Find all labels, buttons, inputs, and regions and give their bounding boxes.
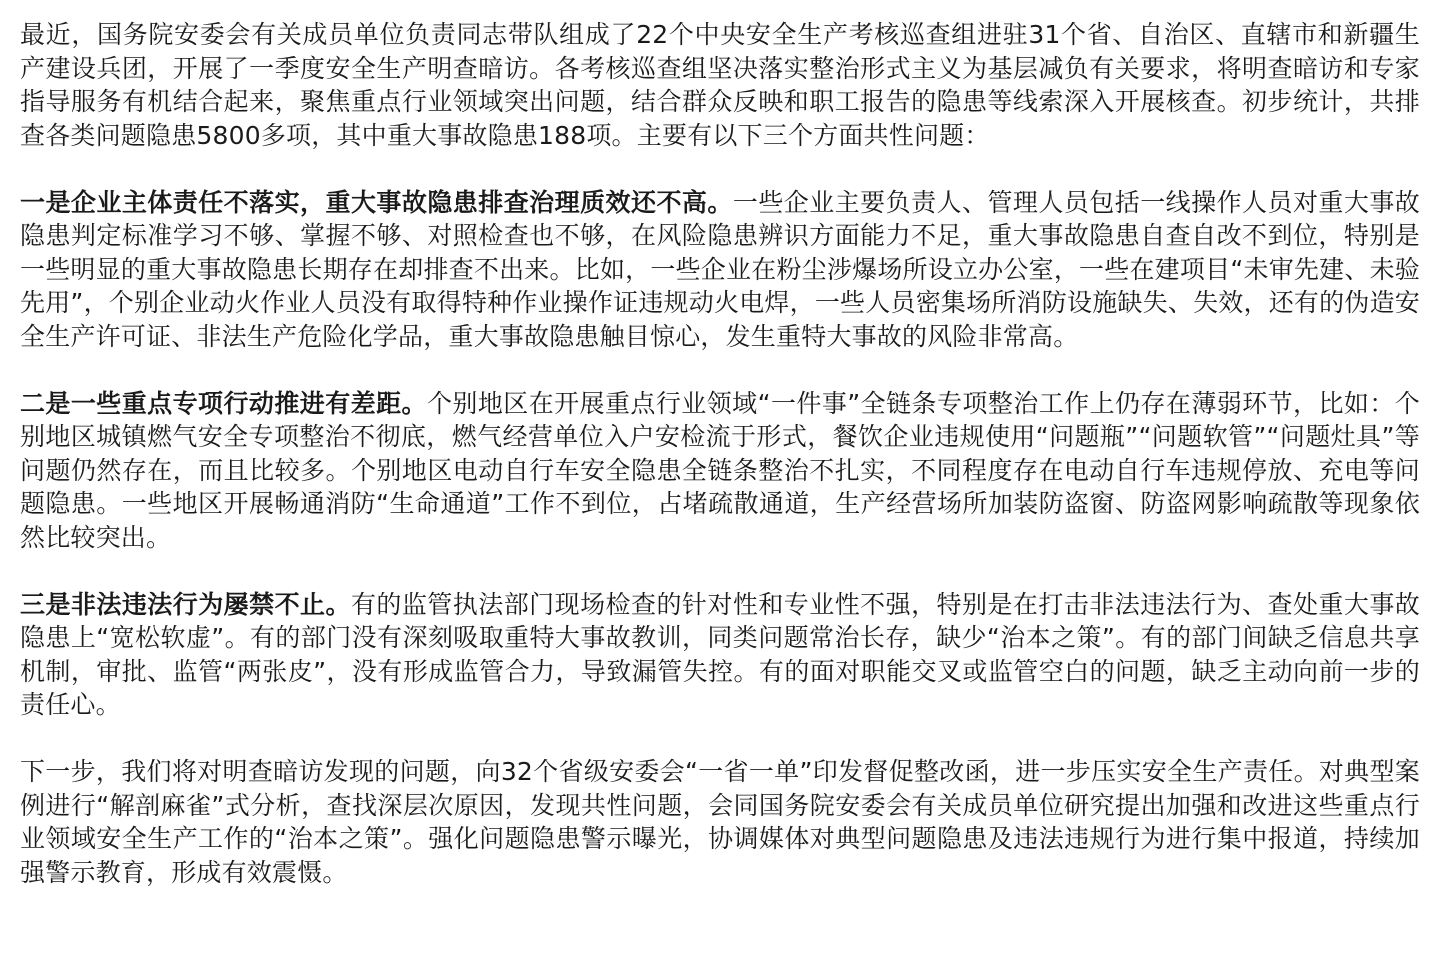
point-two-paragraph [20,387,1420,555]
intro-paragraph [20,18,1420,152]
point-three-paragraph [20,588,1420,722]
point-one-heading: 一是企业主体责任不落实，重大事故隐患排查治理质效还不高。 [20,187,733,217]
point-one-paragraph [20,186,1420,354]
point-three-heading: 三是非法违法行为屡禁不止。 [20,589,351,619]
conclusion-text: 下一步，我们将对明查暗访发现的问题，向32个省级安委会“一省一单”印发督促整改函，进一步压实安全生产责任。对典型案例进行“解剖麻雀”式分析，查找深层次原因，发现共性问题，会同国务院安委会有关成员单位研究提出加强和改进这些重点行业领域安全生产工作的“治本之策”。强化问题隐患警示曝光，协调媒体对典型问题隐患及违法违规行为进行集中报道，持续加强警示教育，形成有效震慑。 [20,757,1420,887]
intro-text: 最近，国务院安委会有关成员单位负责同志带队组成了22个中央安全生产考核巡查组进驻31个省、自治区、直辖市和新疆生产建设兵团，开展了一季度安全生产明查暗访。各考核巡查组坚决落实整治形式主义为基层减负有关要求，将明查暗访和专家指导服务有机结合起来，聚焦重点行业领域突出问题，结合群众反映和职工报告的隐患等线索深入开展核查。初步统计，共排查各类问题隐患5800多项，其中重大事故隐患188项。主要有以下三个方面共性问题： [20,20,1420,150]
conclusion-paragraph [20,755,1420,889]
document-body [20,18,1420,889]
point-two-body: 个别地区在开展重点行业领域“一件事”全链条专项整治工作上仍存在薄弱环节，比如：个别地区城镇燃气安全专项整治不彻底，燃气经营单位入户安检流于形式，餐饮企业违规使用“问题瓶”“问题软管”“问题灶具”等问题仍然存在，而且比较多。个别地区电动自行车安全隐患全链条整治不扎实，不同程度存在电动自行车违规停放、充电等问题隐患。一些地区开展畅通消防“生命通道”工作不到位，占堵疏散通道，生产经营场所加装防盗窗、防盗网影响疏散等现象依然比较突出。 [20,388,1420,552]
point-one-body: 一些企业主要负责人、管理人员包括一线操作人员对重大事故隐患判定标准学习不够、掌握不够、对照检查也不够，在风险隐患辨识方面能力不足，重大事故隐患自查自改不到位，特别是一些明显的重大事故隐患长期存在却排查不出来。比如，一些企业在粉尘涉爆场所设立办公室，一些在建项目“未审先建、未验先用”，个别企业动火作业人员没有取得特种作业操作证违规动火电焊，一些人员密集场所消防设施缺失、失效，还有的伪造安全生产许可证、非法生产危险化学品，重大事故隐患触目惊心，发生重特大事故的风险非常高。 [20,187,1420,351]
point-two-heading: 二是一些重点专项行动推进有差距。 [20,388,427,418]
point-three-body: 有的监管执法部门现场检查的针对性和专业性不强，特别是在打击非法违法行为、查处重大事故隐患上“宽松软虚”。有的部门没有深刻吸取重特大事故教训，同类问题常治长存，缺少“治本之策”。有的部门间缺乏信息共享机制，审批、监管“两张皮”，没有形成监管合力，导致漏管失控。有的面对职能交叉或监管空白的问题，缺乏主动向前一步的责任心。 [20,589,1420,719]
